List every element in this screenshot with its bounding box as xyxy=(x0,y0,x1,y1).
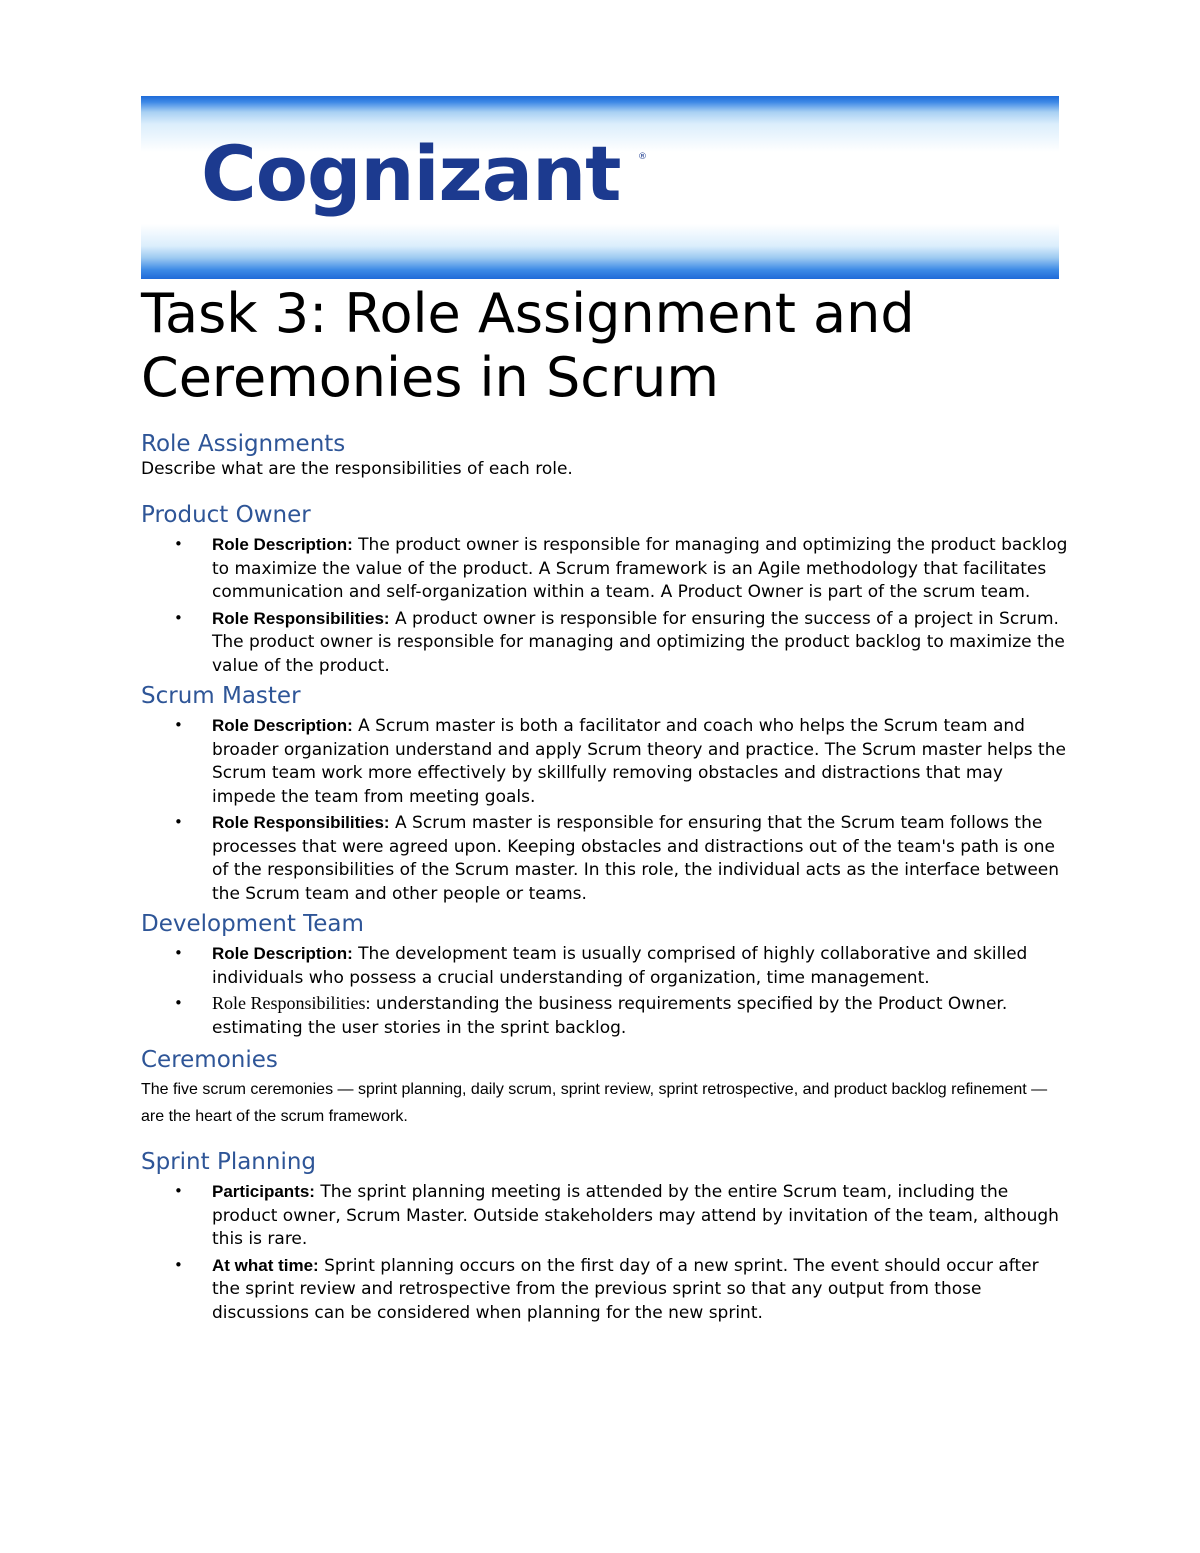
bullet-icon: • xyxy=(174,994,183,1012)
registered-mark: ® xyxy=(638,152,647,162)
bullet-icon: • xyxy=(174,813,183,831)
item-text: Sprint planning occurs on the first day of a new sprint. The event should occur after the sprint review and retrospective from the previous sprint so that any output from those discussions can be considered when planning for the new sprint. xyxy=(212,1255,1039,1323)
section-heading-development-team: Development Team xyxy=(141,911,364,937)
item-label: Role Responsibilities: xyxy=(212,993,371,1013)
development-team-list xyxy=(141,942,1071,1040)
list-item xyxy=(141,1254,1071,1326)
item-text: understanding the business requirements specified by the Product Owner. estimating the user stories in the sprint backlog. xyxy=(212,994,1008,1038)
list-item xyxy=(141,811,1071,906)
list-item xyxy=(141,992,1071,1040)
product-owner-list xyxy=(141,533,1071,678)
cognizant-logo: Cognizant xyxy=(201,129,621,218)
section-heading-ceremonies: Ceremonies xyxy=(141,1047,278,1073)
item-text: A Scrum master is responsible for ensuring that the Scrum team follows the processes that were agreed upon. Keeping obstacles and distractions out of the team's path is one of the responsibilities of the Scrum master. In this role, the individual acts as the interface between the Scrum team and other people or teams. xyxy=(212,813,1060,904)
bullet-icon: • xyxy=(174,1182,183,1200)
item-label: Role Responsibilities: xyxy=(212,608,390,628)
role-assignments-intro: Describe what are the responsibilities of each role. xyxy=(141,459,573,479)
sprint-planning-list xyxy=(141,1180,1071,1325)
item-text: A Scrum master is both a facilitator and coach who helps the Scrum team and broader organization understand and apply Scrum theory and practice. The Scrum master helps the Scrum team work more effectively by skillfully removing obstacles and distractions that may impede the team from meeting goals. xyxy=(212,716,1066,807)
list-item xyxy=(141,533,1071,605)
page-title: Task 3: Role Assignment and Ceremonies in Scrum xyxy=(141,282,915,409)
scrum-master-list xyxy=(141,714,1071,906)
ceremonies-intro: The five scrum ceremonies — sprint planning, daily scrum, sprint review, sprint retrospective, and product backlog refinement — are the heart of the scrum framework. xyxy=(141,1081,1048,1125)
bullet-icon: • xyxy=(174,535,183,553)
item-label: Role Description: xyxy=(212,716,353,735)
bullet-icon: • xyxy=(174,1255,183,1274)
list-item xyxy=(141,714,1071,809)
section-heading-scrum-master: Scrum Master xyxy=(141,683,301,709)
list-item xyxy=(141,942,1071,990)
document-body xyxy=(141,282,1071,1325)
section-heading-role-assignments: Role Assignments xyxy=(141,431,346,457)
item-label: Role Description: xyxy=(212,535,353,554)
item-text: The sprint planning meeting is attended by the entire Scrum team, including the product owner, Scrum Master. Outside stakeholders may attend by invitation of the team, although this is rare. xyxy=(212,1182,1059,1249)
item-text: The development team is usually comprised of highly collaborative and skilled individuals who possess a crucial understanding of organization, time management. xyxy=(212,944,1028,988)
list-item xyxy=(141,1180,1071,1252)
cognizant-banner xyxy=(141,96,1059,279)
section-heading-product-owner: Product Owner xyxy=(141,502,311,528)
item-label: Role Responsibilities: xyxy=(212,813,390,832)
bullet-icon: • xyxy=(174,608,183,627)
list-item xyxy=(141,607,1071,679)
bullet-icon: • xyxy=(174,716,183,734)
item-text: A product owner is responsible for ensuring the success of a project in Scrum. The product owner is responsible for managing and optimizing the product backlog to maximize the value of the product. xyxy=(212,608,1065,676)
item-label: At what time: xyxy=(212,1255,319,1275)
item-label: Participants: xyxy=(212,1182,315,1201)
item-text: The product owner is responsible for managing and optimizing the product backlog to maximize the value of the product. A Scrum framework is an Agile methodology that facilitates communication and self-organization within a team. A Product Owner is part of the scrum team. xyxy=(212,535,1068,602)
bullet-icon: • xyxy=(174,944,183,962)
section-heading-sprint-planning: Sprint Planning xyxy=(141,1149,317,1175)
item-label: Role Description: xyxy=(212,944,353,963)
